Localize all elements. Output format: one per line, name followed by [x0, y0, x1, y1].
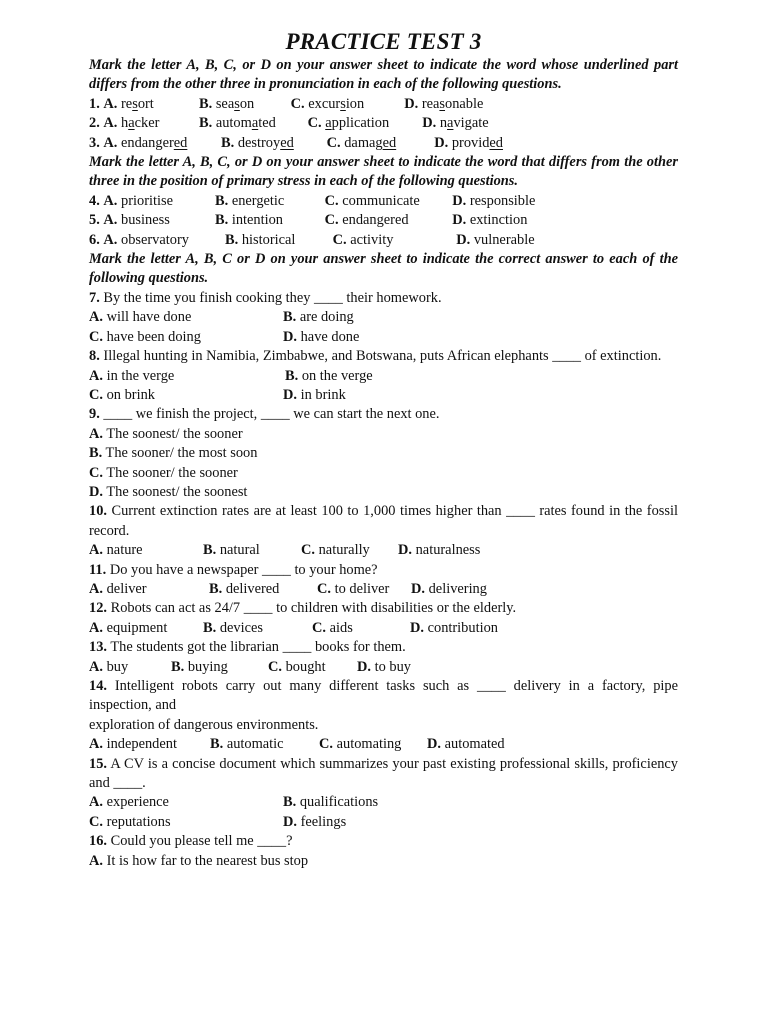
option-a: [89, 735, 210, 754]
underlined-part: s: [234, 95, 240, 112]
option-letter: C.: [324, 212, 339, 229]
option-letter: A.: [103, 95, 118, 112]
option-letter: B.: [89, 445, 103, 462]
option-letter: B.: [225, 231, 239, 248]
option-text: The soonest/ the soonest: [106, 483, 248, 500]
question-12: [89, 599, 678, 618]
option-text-post: vigate: [453, 115, 489, 132]
option-a: [89, 541, 203, 560]
options-row: [89, 386, 678, 405]
options-row: [89, 793, 678, 812]
question-number: 7.: [89, 289, 100, 306]
question-9: [89, 405, 678, 424]
underlined-part: s: [340, 95, 346, 112]
option-letter: C.: [268, 658, 282, 675]
option-d: [283, 328, 359, 347]
underlined-part: a: [128, 115, 135, 132]
option-text: experience: [106, 794, 169, 811]
option-text-pre: n: [439, 115, 448, 132]
option-text: automated: [444, 736, 505, 753]
option-text-pre: re: [121, 95, 133, 112]
option-letter: A.: [103, 212, 118, 229]
option-d: [357, 658, 411, 677]
option-text-post: cker: [134, 115, 160, 132]
option-letter: D.: [283, 813, 297, 830]
option-letter: A.: [103, 115, 118, 132]
option-a: [89, 619, 203, 638]
option-letter: B.: [203, 619, 217, 636]
option-d: [434, 134, 503, 153]
option-text: to deliver: [334, 580, 390, 597]
option-text-post: pplication: [331, 115, 390, 132]
option-letter: C.: [89, 386, 103, 403]
option-text: business: [121, 212, 170, 229]
option-text-pre: endanger: [121, 134, 174, 151]
option-letter: C.: [317, 580, 331, 597]
option-text-post: onable: [445, 95, 484, 112]
option-letter: C.: [89, 813, 103, 830]
option-text: on the verge: [301, 367, 373, 384]
option-a: [89, 852, 678, 871]
underlined-part: ed: [382, 134, 397, 151]
option-text: have done: [300, 328, 360, 345]
option-c: [268, 658, 357, 677]
option-c: [325, 192, 449, 211]
option-text-pre: destroy: [237, 134, 281, 151]
option-letter: C.: [332, 231, 347, 248]
option-letter: A.: [89, 309, 103, 326]
option-text: responsible: [469, 192, 536, 209]
option-b: [89, 444, 678, 463]
option-letter: A.: [89, 852, 103, 869]
option-text: in the verge: [106, 367, 175, 384]
option-d: [411, 580, 487, 599]
option-b: [199, 95, 287, 114]
option-letter: B.: [283, 309, 297, 326]
option-letter: A.: [89, 619, 103, 636]
options-row: [89, 813, 678, 832]
option-letter: B.: [203, 542, 217, 559]
option-text-pre: damag: [344, 134, 383, 151]
option-b: [225, 231, 329, 250]
option-a: [89, 308, 283, 327]
option-a: [103, 114, 195, 133]
question-text: By the time you finish cooking they ____ their homework.: [103, 289, 442, 306]
question-text: Robots can act as 24/7 ____ to children with disabilities or the elderly.: [110, 600, 517, 617]
question-number: 3.: [89, 134, 100, 151]
underlined-part: a: [325, 115, 332, 132]
option-d: [452, 192, 535, 211]
option-d: [283, 386, 346, 405]
option-c: [333, 231, 453, 250]
option-a: [89, 793, 283, 812]
underlined-part: ed: [280, 134, 294, 151]
option-text: in brink: [300, 386, 346, 403]
option-text: qualifications: [299, 794, 379, 811]
options-row: [89, 367, 678, 386]
option-text: devices: [219, 619, 263, 636]
options-row: [89, 328, 678, 347]
option-text: delivered: [225, 580, 280, 597]
option-letter: D.: [452, 192, 467, 209]
option-letter: D.: [398, 542, 412, 559]
underlined-part: ed: [173, 134, 188, 151]
option-text-post: on: [239, 95, 255, 112]
option-c: [325, 211, 449, 230]
option-c: [317, 580, 411, 599]
option-text-pre: provid: [451, 134, 490, 151]
option-text: The soonest/ the sooner: [106, 425, 243, 442]
option-letter: A.: [89, 367, 103, 384]
option-b: [215, 211, 321, 230]
underlined-part: s: [132, 95, 138, 112]
option-letter: A.: [89, 542, 103, 559]
option-b: [283, 308, 354, 327]
document-page: [89, 28, 678, 871]
question-16: [89, 832, 678, 851]
underlined-part: a: [251, 115, 259, 132]
option-b: [209, 580, 317, 599]
option-letter: A.: [103, 231, 118, 248]
question-text: Intelligent robots carry out many different tasks such as ____ delivery in a factory, pipe inspection, and: [89, 678, 678, 714]
underlined-part: a: [447, 115, 454, 132]
option-c: [308, 114, 419, 133]
option-b: [283, 793, 378, 812]
question-number: 4.: [89, 192, 100, 209]
option-letter: A.: [103, 192, 118, 209]
option-text-pre: sea: [215, 95, 235, 112]
option-text-pre: h: [121, 115, 129, 132]
option-a: [103, 134, 217, 153]
option-text: The sooner/ the most soon: [105, 445, 258, 462]
question-number: 5.: [89, 212, 100, 229]
options-row: [89, 308, 678, 327]
option-text: automating: [336, 736, 402, 753]
question-3: [89, 134, 678, 153]
option-letter: D.: [456, 231, 471, 248]
option-letter: B.: [171, 658, 185, 675]
option-letter: D.: [434, 134, 449, 151]
option-d: [452, 211, 527, 230]
question-13: [89, 638, 678, 657]
option-text: contribution: [427, 619, 498, 636]
option-letter: A.: [89, 794, 103, 811]
question-number: 14.: [89, 678, 107, 694]
option-d: [456, 231, 534, 250]
option-letter: A.: [89, 736, 103, 753]
option-letter: A.: [89, 580, 103, 597]
option-text: extinction: [469, 212, 528, 229]
question-number: 8.: [89, 348, 100, 365]
option-letter: C.: [301, 542, 315, 559]
option-text: energetic: [231, 192, 285, 209]
option-text: delivering: [428, 580, 487, 597]
question-2: [89, 114, 678, 133]
option-a: [103, 231, 221, 250]
question-text: A CV is a concise document which summarizes your past existing professional skills, proficiency and ____.: [89, 755, 678, 792]
option-letter: D.: [410, 619, 424, 636]
option-c: [301, 541, 398, 560]
option-text: independent: [106, 736, 177, 753]
option-letter: B.: [221, 134, 235, 151]
option-letter: B.: [283, 794, 297, 811]
question-text: Do you have a newspaper ____ to your home?: [109, 561, 378, 578]
option-text: The sooner/ the sooner: [106, 464, 238, 481]
option-b: [171, 658, 268, 677]
option-letter: C.: [326, 134, 341, 151]
underlined-part: ed: [489, 134, 504, 151]
option-text: buying: [187, 658, 228, 675]
option-letter: B.: [285, 367, 299, 384]
option-letter: D.: [422, 115, 437, 132]
option-letter: C.: [324, 192, 339, 209]
option-c: [312, 619, 410, 638]
option-a: [103, 192, 211, 211]
option-text-pre: rea: [421, 95, 440, 112]
option-c: [319, 735, 427, 754]
option-text: bought: [285, 658, 326, 675]
option-letter: B.: [209, 580, 223, 597]
option-letter: C.: [319, 736, 333, 753]
option-d: [404, 95, 483, 114]
option-text-post: ort: [137, 95, 154, 112]
option-text: equipment: [106, 619, 168, 636]
options-row: [89, 619, 678, 638]
question-1: [89, 95, 678, 114]
option-text: are doing: [299, 309, 354, 326]
question-number: 12.: [89, 600, 107, 617]
option-letter: A.: [89, 425, 103, 442]
option-text: feelings: [300, 813, 347, 830]
option-text: naturalness: [415, 542, 481, 559]
option-text: communicate: [342, 192, 420, 209]
question-text: The students got the librarian ____ books for them.: [110, 639, 406, 656]
option-c: [89, 813, 283, 832]
options-row: [89, 541, 678, 560]
option-text-pre: excur: [308, 95, 341, 112]
option-text: activity: [350, 231, 394, 248]
option-letter: B.: [199, 95, 213, 112]
option-b: [199, 114, 304, 133]
question-text-continued: exploration of dangerous environments.: [89, 716, 319, 733]
question-10: [89, 502, 678, 541]
option-b: [215, 192, 321, 211]
options-row: [89, 735, 678, 754]
option-text: automatic: [226, 736, 284, 753]
option-b: [210, 735, 319, 754]
option-text: It is how far to the nearest bus stop: [106, 852, 309, 869]
question-text: Could you please tell me ____?: [110, 833, 293, 850]
option-text-post: ion: [345, 95, 365, 112]
option-letter: D.: [89, 483, 103, 500]
question-text: Current extinction rates are at least 100 to 1,000 times higher than ____ rates found in the fossil record.: [89, 503, 678, 539]
option-letter: B.: [215, 192, 229, 209]
page-title: PRACTICE TEST 3: [285, 29, 482, 54]
option-d: [427, 735, 505, 754]
option-letter: D.: [357, 658, 371, 675]
option-c: [291, 95, 401, 114]
option-b: [285, 367, 373, 386]
option-text: intention: [231, 212, 283, 229]
question-text: ____ we finish the project, ____ we can start the next one.: [103, 406, 440, 423]
option-b: [203, 619, 312, 638]
option-b: [221, 134, 323, 153]
option-text-post: ted: [258, 115, 276, 132]
option-letter: D.: [452, 212, 467, 229]
instruction-stress: Mark the letter A, B, C, or D on your answer sheet to indicate the word that differs from the other three in the position of primary stress in each of the following questions.: [89, 154, 678, 190]
option-a: [89, 658, 171, 677]
option-d: [89, 483, 678, 502]
option-b: [203, 541, 301, 560]
question-7: [89, 289, 678, 308]
option-text: historical: [241, 231, 296, 248]
option-text-pre: autom: [215, 115, 252, 132]
option-text: prioritise: [121, 192, 173, 209]
option-letter: A.: [89, 658, 103, 675]
question-number: 2.: [89, 115, 100, 132]
option-text: on brink: [106, 386, 155, 403]
underlined-part: s: [439, 95, 446, 112]
option-d: [410, 619, 498, 638]
option-text: nature: [106, 542, 143, 559]
option-c: [89, 328, 283, 347]
question-text: Illegal hunting in Namibia, Zimbabwe, and Botswana, puts African elephants ____ of extinction.: [103, 348, 662, 365]
option-text: will have done: [106, 309, 192, 326]
option-letter: C.: [307, 115, 322, 132]
option-text: natural: [219, 542, 260, 559]
question-number: 1.: [89, 95, 100, 112]
option-a: [89, 580, 209, 599]
option-text: to buy: [374, 658, 411, 675]
option-text: deliver: [106, 580, 147, 597]
option-c: [89, 464, 678, 483]
instruction-correct-answer: Mark the letter A, B, C or D on your answer sheet to indicate the correct answer to each of the following questions.: [89, 251, 678, 287]
question-number: 6.: [89, 231, 100, 248]
option-letter: C.: [89, 464, 103, 481]
question-11: [89, 561, 678, 580]
options-row: [89, 580, 678, 599]
option-text: naturally: [318, 542, 370, 559]
option-letter: C.: [89, 328, 103, 345]
option-text: have been doing: [106, 328, 201, 345]
question-number: 10.: [89, 503, 107, 520]
option-d: [422, 114, 488, 133]
question-number: 15.: [89, 755, 107, 772]
option-text: vulnerable: [473, 231, 535, 248]
question-14: [89, 677, 678, 716]
option-letter: D.: [427, 736, 441, 753]
option-text: reputations: [106, 813, 171, 830]
question-number: 9.: [89, 406, 100, 423]
question-number: 13.: [89, 639, 107, 656]
option-letter: B.: [210, 736, 224, 753]
question-15: [89, 755, 678, 794]
option-letter: B.: [199, 115, 213, 132]
option-c: [89, 386, 283, 405]
question-number: 11.: [89, 561, 107, 578]
option-letter: C.: [290, 95, 305, 112]
option-text: buy: [106, 658, 129, 675]
question-4: [89, 192, 678, 211]
option-a: [103, 211, 211, 230]
option-letter: B.: [215, 212, 229, 229]
option-text: observatory: [121, 231, 189, 248]
question-6: [89, 231, 678, 250]
question-number: 16.: [89, 833, 107, 850]
option-letter: D.: [411, 580, 425, 597]
instruction-pronunciation: Mark the letter A, B, C, or D on your answer sheet to indicate the word whose underlined part differs from the other three in pronunciation in each of the following questions.: [89, 57, 678, 93]
option-a: [89, 425, 678, 444]
option-a: [89, 367, 285, 386]
option-letter: D.: [283, 386, 297, 403]
option-c: [327, 134, 431, 153]
option-a: [103, 95, 195, 114]
option-letter: D.: [283, 328, 297, 345]
option-letter: C.: [312, 619, 326, 636]
option-d: [283, 813, 346, 832]
option-text: aids: [329, 619, 353, 636]
option-letter: D.: [404, 95, 419, 112]
question-5: [89, 211, 678, 230]
option-letter: A.: [103, 134, 118, 151]
options-row: [89, 658, 678, 677]
option-text: endangered: [342, 212, 409, 229]
question-8: [89, 347, 678, 366]
option-d: [398, 541, 480, 560]
